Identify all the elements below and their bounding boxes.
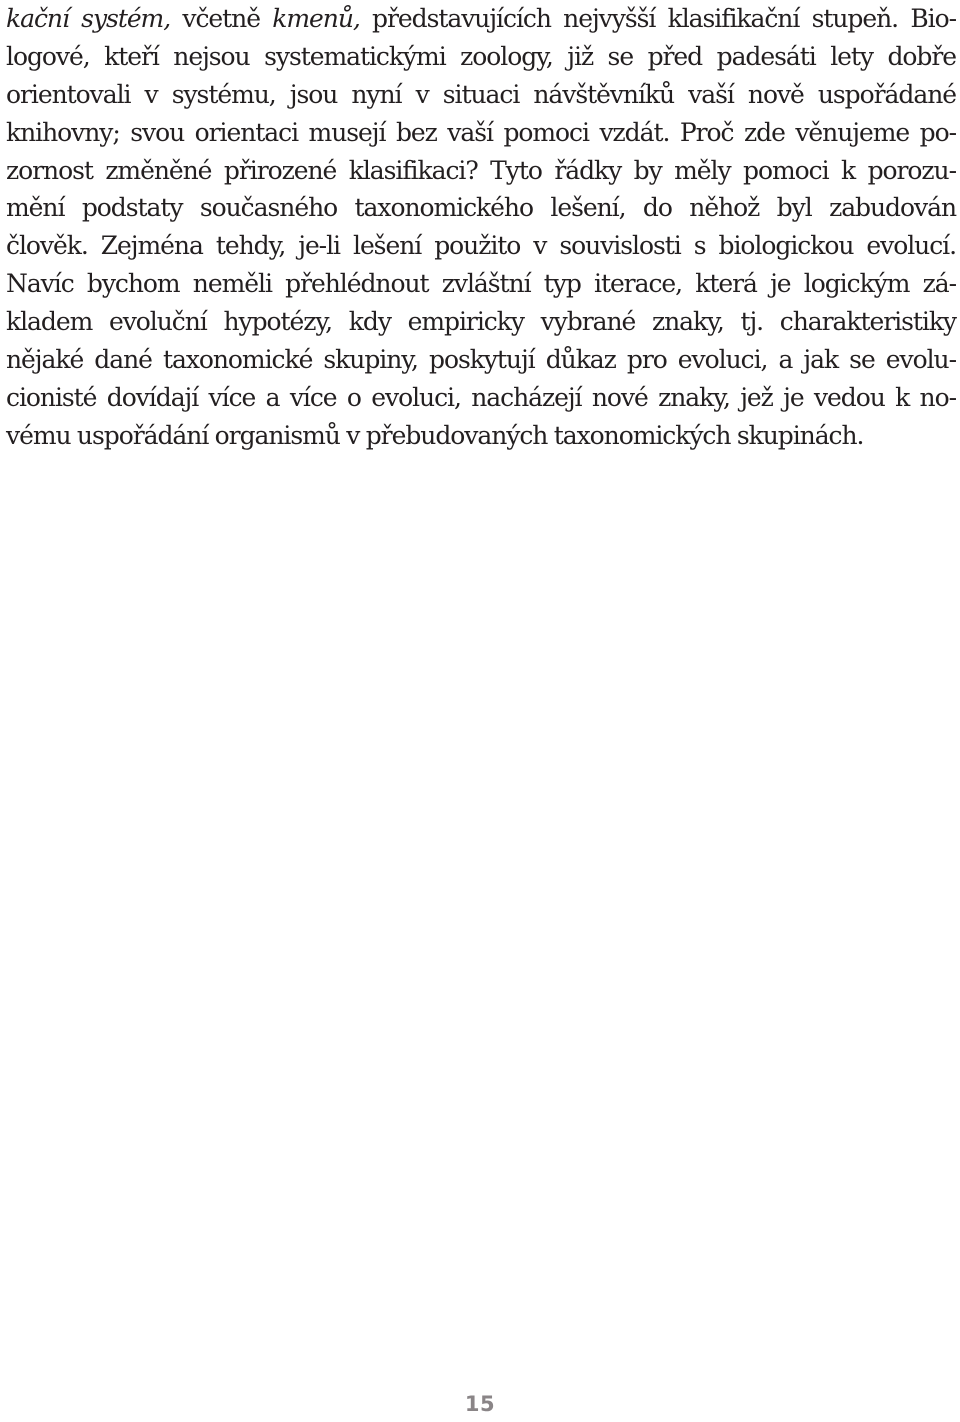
text-line-7: člověk. Zejména tehdy, je-li lešení použito v souvislosti s biologickou evolucí. bbox=[6, 231, 956, 261]
text-line-10: nějaké dané taxonomické skupiny, poskytují důkaz pro evoluci, a jak se evolu- bbox=[6, 345, 956, 375]
text-line-5: zornost změněné přirozené klasifikaci? Tyto řádky by měly pomoci k porozu- bbox=[6, 155, 956, 185]
text-line-9: kladem evoluční hypotézy, kdy empiricky vybrané znaky, tj. charakteristiky bbox=[6, 307, 956, 337]
italic-term-kmenu: kmenů, bbox=[272, 4, 360, 33]
page-number: 15 bbox=[464, 1392, 496, 1416]
text-line-6: mění podstaty současného taxonomického lešení, do něhož byl zabudován bbox=[6, 193, 956, 223]
text-line-8: Navíc bychom neměli přehlédnout zvláštní typ iterace, která je logickým zá- bbox=[6, 269, 956, 299]
text-line-12: vému uspořádání organismů v přebudovaných taxonomických skupinách. bbox=[6, 420, 864, 450]
text-line-1 bbox=[6, 0, 956, 38]
text-line-11: cionisté dovídají více a více o evoluci, nacházejí nové znaky, jež je vedou k no- bbox=[6, 382, 956, 412]
text-line-3: orientovali v systému, jsou nyní v situaci návštěvníků vaší nově uspořádané bbox=[6, 79, 956, 109]
text-fragment: včetně bbox=[170, 4, 273, 33]
body-paragraph bbox=[6, 0, 956, 455]
text-line-4: knihovny; svou orientaci musejí bez vaší pomoci vzdát. Proč zde věnujeme po- bbox=[6, 117, 956, 147]
text-fragment: představujících nejvyšší klasifikační stupeň. Bio- bbox=[359, 4, 957, 33]
text-line-2: logové, kteří nejsou systematickými zoology, již se před padesáti lety dobře bbox=[6, 41, 956, 71]
italic-term-kacni-system: kační systém, bbox=[6, 4, 171, 33]
